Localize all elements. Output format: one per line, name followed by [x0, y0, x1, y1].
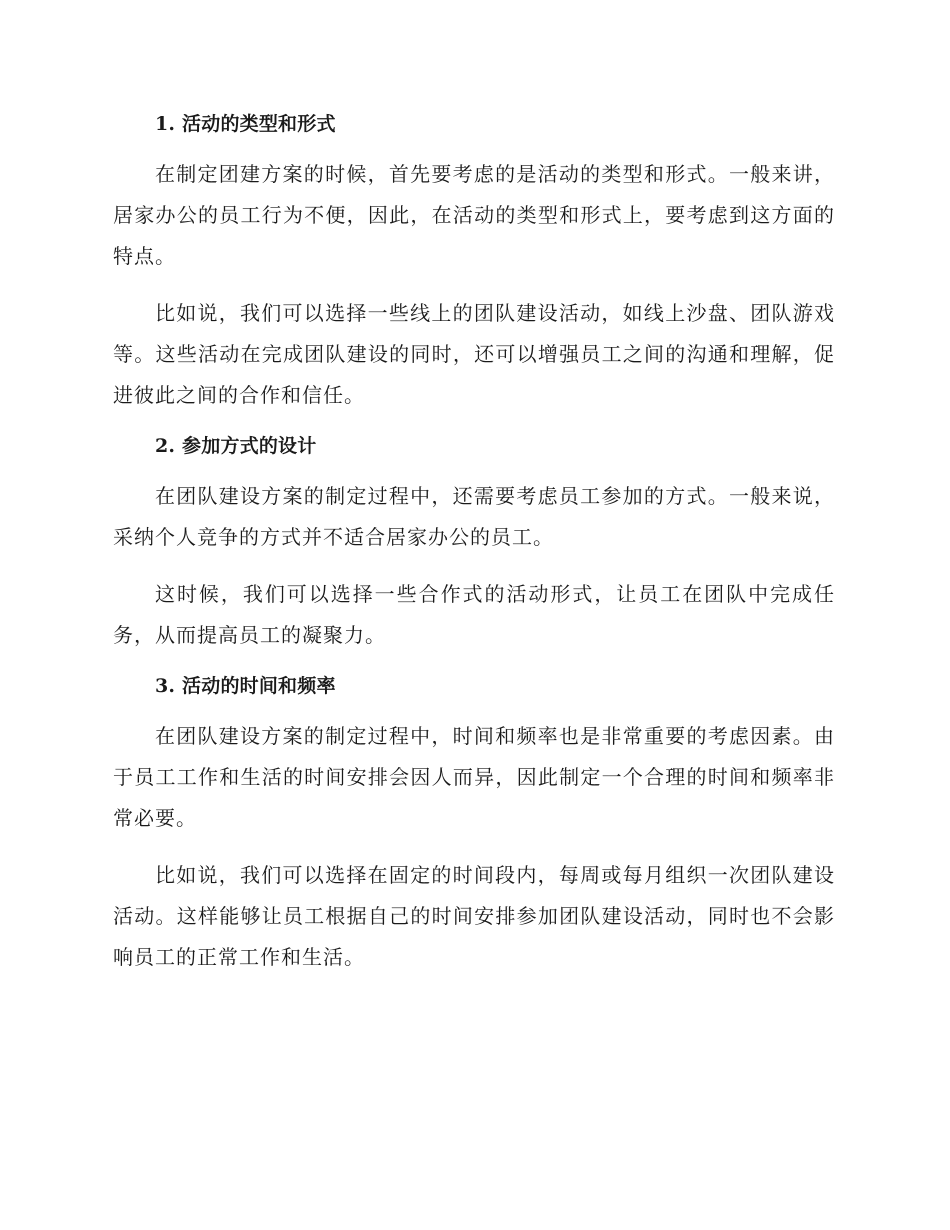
paragraph: 这时候，我们可以选择一些合作式的活动形式，让员工在团队中完成任务，从而提高员工的凝聚力。 [113, 582, 835, 647]
document-page [113, 110, 835, 994]
paragraph: 在团队建设方案的制定过程中，还需要考虑员工参加的方式。一般来说，采纳个人竞争的方式并不适合居家办公的员工。 [113, 484, 835, 549]
section-participation-design [113, 432, 835, 656]
section-time-frequency [113, 672, 835, 978]
paragraph: 比如说，我们可以选择一些线上的团队建设活动，如线上沙盘、团队游戏等。这些活动在完成团队建设的同时，还可以增强员工之间的沟通和理解，促进彼此之间的合作和信任。 [113, 301, 835, 407]
section-heading: 2. 参加方式的设计 [155, 435, 317, 457]
paragraph: 比如说，我们可以选择在固定的时间段内，每周或每月组织一次团队建设活动。这样能够让员工根据自己的时间安排参加团队建设活动，同时也不会影响员工的正常工作和生活。 [113, 863, 835, 969]
section-heading: 3. 活动的时间和频率 [155, 675, 336, 697]
section-heading: 1. 活动的类型和形式 [155, 113, 336, 135]
section-activity-type [113, 110, 835, 416]
paragraph: 在制定团建方案的时候，首先要考虑的是活动的类型和形式。一般来讲，居家办公的员工行为不便，因此，在活动的类型和形式上，要考虑到这方面的特点。 [113, 162, 835, 268]
paragraph: 在团队建设方案的制定过程中，时间和频率也是非常重要的考虑因素。由于员工工作和生活的时间安排会因人而异，因此制定一个合理的时间和频率非常必要。 [113, 724, 835, 830]
